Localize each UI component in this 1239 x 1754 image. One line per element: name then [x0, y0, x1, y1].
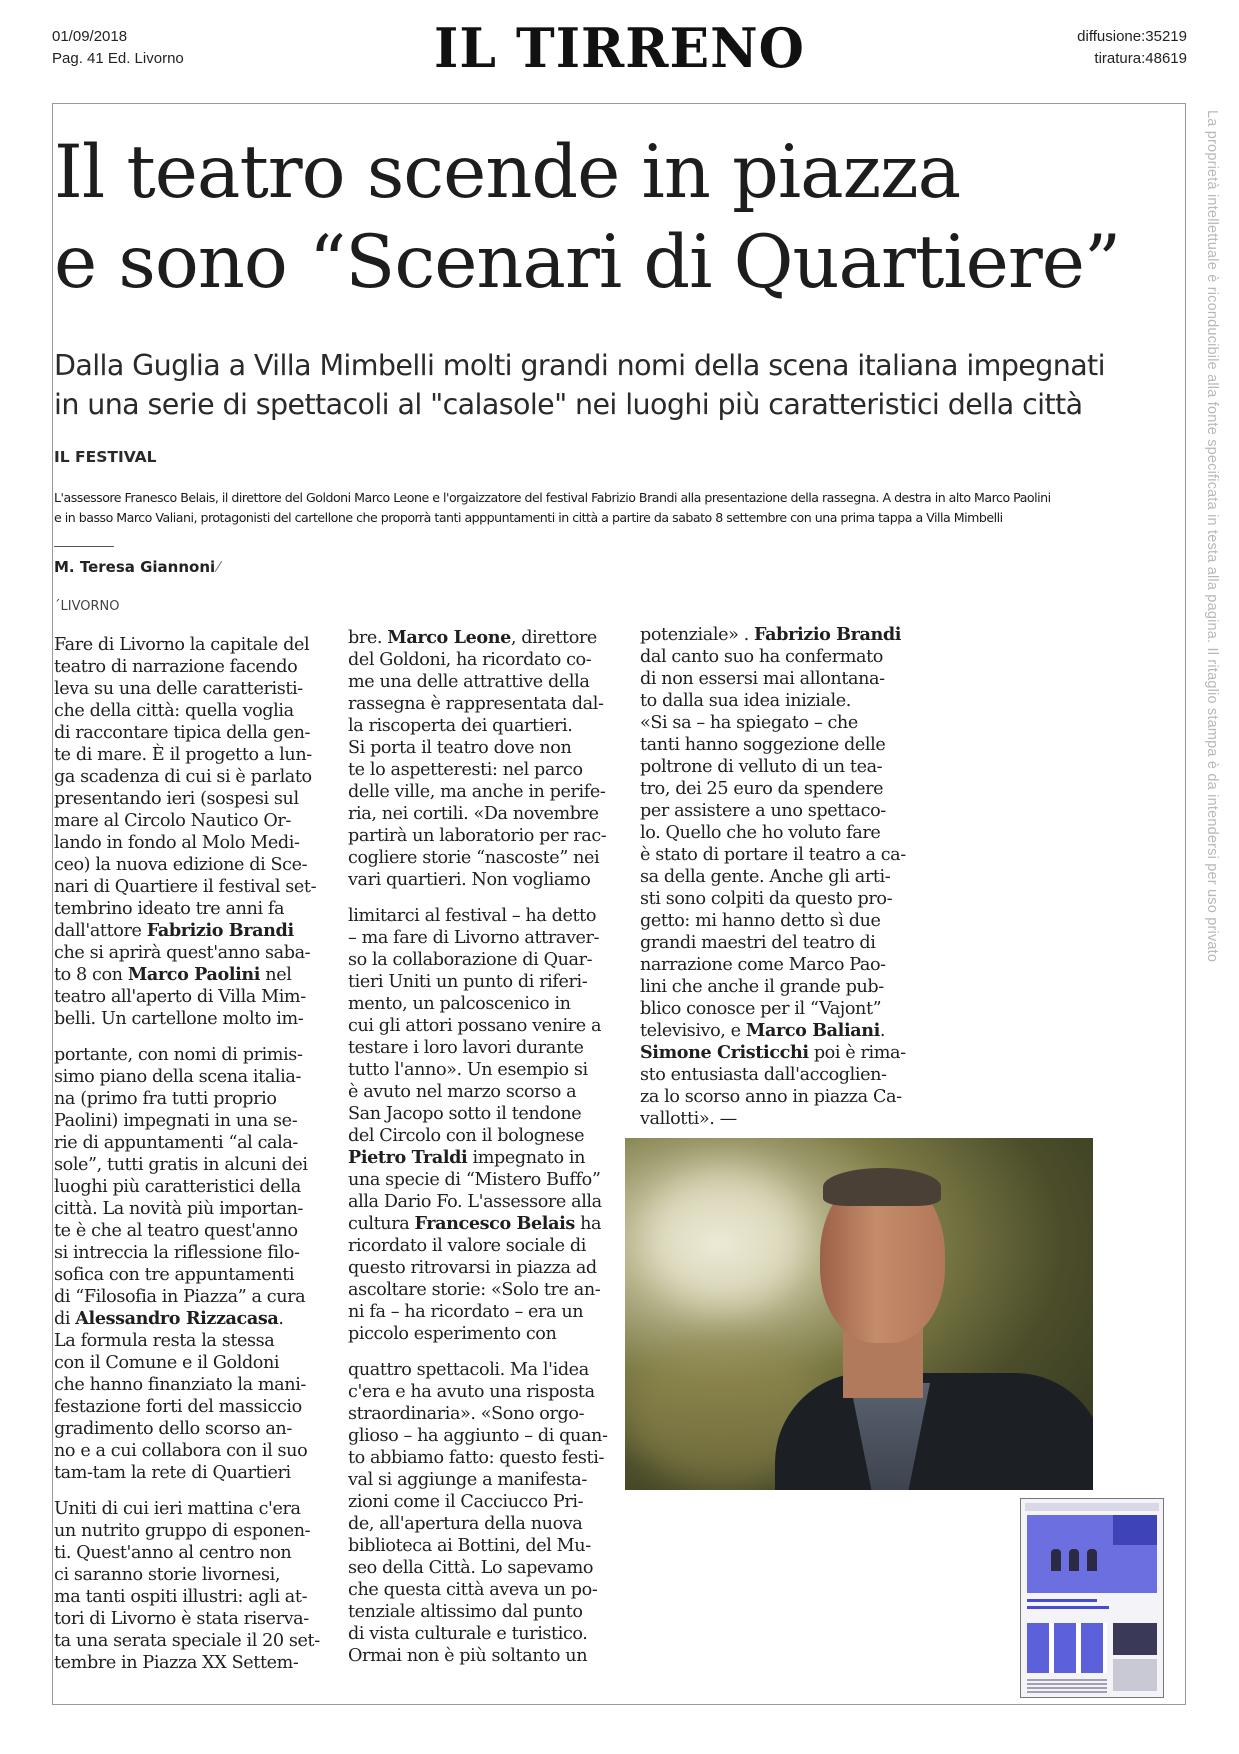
- text-line: blico conosce per il “Vajont”: [640, 999, 882, 1019]
- text-line: presentando ieri (sospesi sul: [54, 789, 299, 809]
- text-line: Ormai non è più soltanto un: [348, 1646, 588, 1666]
- text-line: che hanno finanziato la mani-: [54, 1375, 306, 1395]
- text-line: Pietro Traldi impegnato in: [348, 1147, 586, 1168]
- text-line: cultura Francesco Belais ha: [348, 1213, 602, 1234]
- text-line: mento, un palcoscenico in: [348, 994, 571, 1014]
- text-line: getto: mi hanno detto sì due: [640, 911, 881, 931]
- text-line: seo della Città. Lo sapevamo: [348, 1558, 594, 1578]
- text-line: Simone Cristicchi poi è rima-: [640, 1042, 906, 1063]
- text-line: sa della gente. Anche gli arti-: [640, 867, 891, 887]
- text-line: di vista culturale e turistico.: [348, 1624, 588, 1644]
- text-line: te lo aspetteresti: nel parco: [348, 760, 583, 780]
- text-line: rassegna è rappresentata dal-: [348, 694, 604, 714]
- text-line: ma tanti ospiti illustri: agli at-: [54, 1587, 308, 1607]
- text-line: del Circolo con il bolognese: [348, 1126, 585, 1146]
- text-line: quattro spettacoli. Ma l'idea: [348, 1360, 589, 1380]
- subhead-line: Dalla Guglia a Villa Mimbelli molti grandi nomi della scena italiana impegnati: [54, 349, 1105, 382]
- text-line: ceo) la nuova edizione di Sce-: [54, 855, 308, 875]
- thumb-text: [1027, 1679, 1107, 1693]
- text-line: belli. Un cartellone molto im-: [54, 1009, 304, 1029]
- newspaper-masthead: IL TIRRENO: [434, 16, 805, 81]
- thumb-columns: [1027, 1623, 1107, 1673]
- text-line: sofica con tre appuntamenti: [54, 1265, 295, 1285]
- thumb-header: [1025, 1503, 1159, 1511]
- article-column-3: [640, 624, 906, 1130]
- thumb-figure: [1087, 1549, 1097, 1571]
- text-line: di raccontare tipica della gen-: [54, 723, 311, 743]
- text-line: tutto l'anno». Un esempio si: [348, 1060, 588, 1080]
- text-line: ria, nei cortili. «Da novembre: [348, 804, 599, 824]
- text-line: tam-tam la rete di Quartieri: [54, 1463, 291, 1483]
- text-line: grandi maestri del teatro di: [640, 933, 876, 953]
- text-line: Uniti di cui ieri mattina c'era: [54, 1499, 301, 1519]
- text-line: lini che anche il grande pub-: [640, 977, 884, 997]
- byline: [54, 558, 220, 576]
- text-line: tieri Uniti un punto di riferi-: [348, 972, 588, 992]
- text-line: leva su una delle caratteristi-: [54, 679, 303, 699]
- text-line: La formula resta la stessa: [54, 1331, 275, 1351]
- text-line: ricordato il valore sociale di: [348, 1236, 586, 1256]
- article-column-1: [54, 634, 320, 1674]
- text-line: de, all'apertura della nuova: [348, 1514, 583, 1534]
- thumb-headline: [1027, 1599, 1097, 1602]
- subheadline: [54, 346, 1174, 424]
- subhead-line: in una serie di spettacoli al "calasole" nei luoghi più caratteristici della città: [54, 388, 1083, 421]
- text-line: te di mare. È il progetto a lun-: [54, 745, 312, 765]
- text-line: poltrone di velluto di un tea-: [640, 757, 883, 777]
- column-break: [54, 1484, 304, 1498]
- text-line: televisivo, e Marco Baliani.: [640, 1020, 886, 1041]
- text-line: zioni come il Cacciucco Pri-: [348, 1492, 584, 1512]
- thumb-figure: [1051, 1549, 1061, 1571]
- article-column-2: [348, 627, 608, 1667]
- thumb-portrait: [1113, 1623, 1157, 1655]
- text-line: per assistere a uno spettaco-: [640, 801, 886, 821]
- text-line: questo ritrovarsi in piazza ad: [348, 1258, 597, 1278]
- text-line: tembrino ideato tre anni fa: [54, 899, 285, 919]
- text-line: «Si sa – ha spiegato – che: [640, 713, 858, 733]
- section-kicker: IL FESTIVAL: [54, 448, 157, 466]
- text-line: gradimento dello scorso an-: [54, 1419, 292, 1439]
- text-line: simo piano della scena italia-: [54, 1067, 302, 1087]
- text-line: ti. Quest'anno al centro non: [54, 1543, 292, 1563]
- text-line: Si porta il teatro dove non: [348, 738, 572, 758]
- text-line: straordinaria». «Sono orgo-: [348, 1404, 585, 1424]
- text-line: con il Comune e il Goldoni: [54, 1353, 280, 1373]
- text-line: lando in fondo al Molo Medi-: [54, 833, 300, 853]
- text-line: città. La novità più importan-: [54, 1199, 303, 1219]
- text-line: San Jacopo sotto il tendone: [348, 1104, 582, 1124]
- photo-background: [645, 1168, 805, 1308]
- text-line: piccolo esperimento con: [348, 1324, 557, 1344]
- text-line: partirà un laboratorio per rac-: [348, 826, 607, 846]
- text-line: c'era e ha avuto una risposta: [348, 1382, 595, 1402]
- text-line: luoghi più caratteristici della: [54, 1177, 301, 1197]
- text-line: za lo scorso anno in piazza Ca-: [640, 1087, 902, 1107]
- text-line: la riscoperta dei quartieri.: [348, 716, 573, 736]
- text-line: lo. Quello che ho voluto fare: [640, 823, 881, 843]
- text-line: si intreccia la riflessione filo-: [54, 1243, 300, 1263]
- text-line: me una delle attrattive della: [348, 672, 590, 692]
- text-line: tembre in Piazza XX Settem-: [54, 1653, 299, 1673]
- page-thumbnail: [1020, 1498, 1164, 1698]
- caption-line: e in basso Marco Valiani, protagonisti del cartellone che proporrà tanti apppuntamenti in città a partire da sabato 8 settembre con una prima tappa a Villa Mimbelli: [54, 510, 1003, 525]
- text-line: rie di appuntamenti “al cala-: [54, 1133, 298, 1153]
- text-line: limitarci al festival – ha detto: [348, 906, 597, 926]
- text-line: tro, dei 25 euro da spendere: [640, 779, 884, 799]
- text-line: mare al Circolo Nautico Or-: [54, 811, 291, 831]
- diffusione: diffusione:35219: [1077, 28, 1187, 45]
- text-line: tanti hanno soggezione delle: [640, 735, 886, 755]
- text-line: ga scadenza di cui si è parlato: [54, 767, 312, 787]
- text-line: nari di Quartiere il festival set-: [54, 877, 317, 897]
- photo-hair: [823, 1168, 941, 1206]
- text-line: delle ville, ma anche in perife-: [348, 782, 606, 802]
- text-line: narrazione come Marco Pao-: [640, 955, 886, 975]
- thumb-photo-inset: [1113, 1515, 1157, 1545]
- thumb-image: [1113, 1659, 1157, 1691]
- headline-line: e sono “Scenari di Quartiere”: [54, 220, 1121, 305]
- tiratura: tiratura:48619: [1094, 50, 1187, 67]
- headline-line: Il teatro scende in piazza: [54, 130, 961, 215]
- text-line: cui gli attori possano venire a: [348, 1016, 602, 1036]
- text-line: di non essersi mai allontana-: [640, 669, 885, 689]
- text-line: del Goldoni, ha ricordato co-: [348, 650, 592, 670]
- photo-jacket: [775, 1373, 1093, 1490]
- text-line: no e a cui collabora con il suo: [54, 1441, 308, 1461]
- thumb-figure: [1069, 1549, 1079, 1571]
- text-line: vallotti». —: [640, 1109, 737, 1129]
- text-line: tenziale altissimo dal punto: [348, 1602, 583, 1622]
- issue-date: 01/09/2018: [52, 28, 128, 45]
- text-line: che si aprirà quest'anno saba-: [54, 943, 311, 963]
- text-line: tori di Livorno è stata riserva-: [54, 1609, 309, 1629]
- byline-mark: ⁄: [217, 558, 220, 576]
- text-line: to 8 con Marco Paolini nel: [54, 964, 292, 985]
- text-line: vari quartieri. Non vogliamo: [348, 870, 591, 890]
- text-line: sole”, tutti gratis in alcuni dei: [54, 1155, 308, 1175]
- circulation-info: [1077, 26, 1187, 70]
- text-line: ta una serata speciale il 20 set-: [54, 1631, 320, 1651]
- photo-caption: [54, 488, 1184, 528]
- text-line: teatro di narrazione facendo: [54, 657, 298, 677]
- text-line: na (primo fra tutti proprio: [54, 1089, 277, 1109]
- byline-rule: [54, 546, 114, 547]
- text-line: – ma fare di Livorno attraver-: [348, 928, 600, 948]
- text-line: bre. Marco Leone, direttore: [348, 627, 597, 648]
- text-line: teatro all'aperto di Villa Mim-: [54, 987, 306, 1007]
- text-line: glioso – ha aggiunto – di quan-: [348, 1426, 608, 1446]
- author-name: M. Teresa Giannoni: [54, 558, 216, 576]
- text-line: Paolini) impegnati in una se-: [54, 1111, 298, 1131]
- headline: [54, 128, 1164, 308]
- text-line: è stato di portare il teatro a ca-: [640, 845, 906, 865]
- caption-line: L'assessore Franesco Belais, il direttore del Goldoni Marco Leone e l'orgaizzatore del festival Fabrizio Brandi alla presentazione della rassegna. A destra in alto Marco Paolini: [54, 490, 1051, 505]
- thumb-headline: [1027, 1606, 1109, 1609]
- text-line: potenziale» . Fabrizio Brandi: [640, 624, 902, 645]
- text-line: alla Dario Fo. L'assessore alla: [348, 1192, 602, 1212]
- column-break: [348, 891, 598, 905]
- text-line: di “Filosofia in Piazza” a cura: [54, 1287, 306, 1307]
- text-line: portante, con nomi di primis-: [54, 1045, 303, 1065]
- text-line: biblioteca ai Bottini, del Mu-: [348, 1536, 591, 1556]
- text-line: ni fa – ha ricordato – era un: [348, 1302, 584, 1322]
- text-line: di Alessandro Rizzacasa.: [54, 1308, 284, 1329]
- text-line: ci saranno storie livornesi,: [54, 1565, 281, 1585]
- text-line: che questa città aveva un po-: [348, 1580, 598, 1600]
- column-break: [348, 1345, 598, 1359]
- text-line: un nutrito gruppo di esponen-: [54, 1521, 311, 1541]
- text-line: to dalla sua idea iniziale.: [640, 691, 851, 711]
- text-line: dal canto suo ha confermato: [640, 647, 884, 667]
- portrait-photo: [625, 1138, 1093, 1490]
- text-line: val si aggiunge a manifesta-: [348, 1470, 587, 1490]
- text-line: sti sono colpiti da questo pro-: [640, 889, 893, 909]
- text-line: te è che al teatro quest'anno: [54, 1221, 298, 1241]
- text-line: dall'attore Fabrizio Brandi: [54, 920, 294, 941]
- text-line: Fare di Livorno la capitale del: [54, 635, 310, 655]
- dateline: ´LIVORNO: [54, 599, 120, 614]
- text-line: una specie di “Mistero Buffo”: [348, 1170, 601, 1190]
- text-line: ascoltare storie: «Solo tre an-: [348, 1280, 601, 1300]
- page-edition: Pag. 41 Ed. Livorno: [52, 50, 184, 67]
- text-line: è avuto nel marzo scorso a: [348, 1082, 577, 1102]
- text-line: cogliere storie “nascoste” nei: [348, 848, 600, 868]
- text-line: sto entusiasta dall'accoglien-: [640, 1065, 887, 1085]
- copyright-note: La proprietà intellettuale è riconducibile alla fonte specificata in testa alla pagina. Il ritaglio stampa è da intendersi per uso privato: [1204, 110, 1220, 963]
- text-line: so la collaborazione di Quar-: [348, 950, 593, 970]
- text-line: che della città: quella voglia: [54, 701, 294, 721]
- text-line: testare i loro lavori durante: [348, 1038, 584, 1058]
- column-break: [54, 1030, 304, 1044]
- text-line: to abbiamo fatto: questo festi-: [348, 1448, 604, 1468]
- text-line: festazione forti del massiccio: [54, 1397, 302, 1417]
